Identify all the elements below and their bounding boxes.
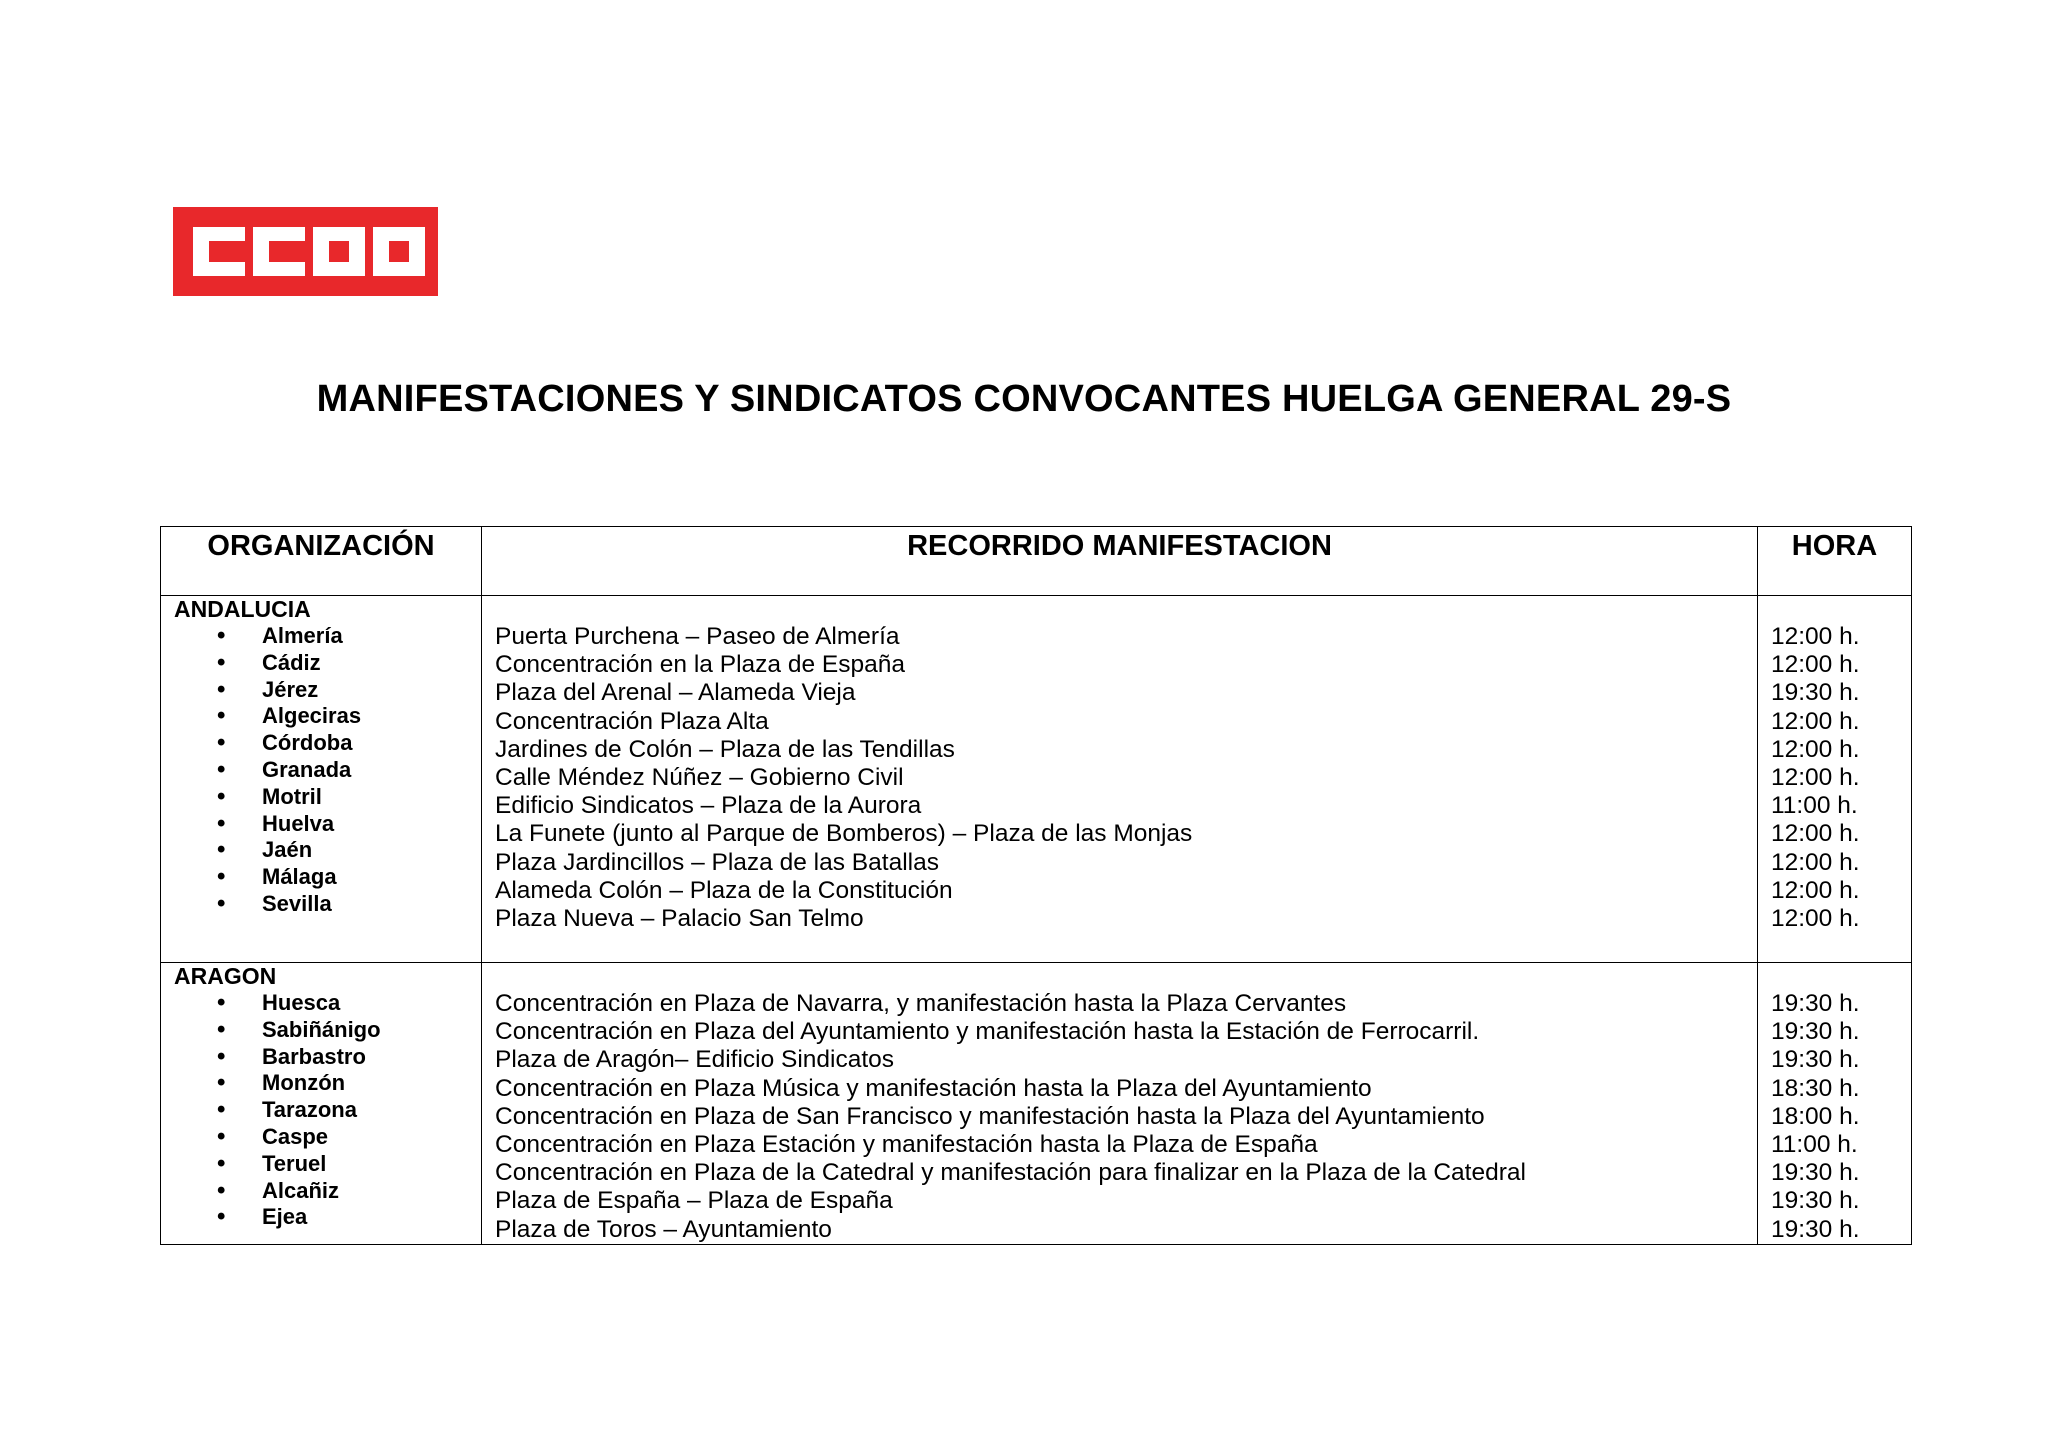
route-line: La Funete (junto al Parque de Bomberos) – Plaza de las Monjas <box>495 820 1193 848</box>
time-value: 12:00 h. <box>1771 651 1860 679</box>
time-value: 19:30 h. <box>1771 1046 1860 1074</box>
list-item: • Tarazona <box>161 1097 481 1124</box>
route-line: Concentración Plaza Alta <box>495 707 769 735</box>
time-value: 12:00 h. <box>1771 764 1860 792</box>
time-value: 12:00 h. <box>1771 876 1860 904</box>
time-value: 12:00 h. <box>1771 848 1860 876</box>
time-value: 19:30 h. <box>1771 1159 1860 1187</box>
list-item: • Caspe <box>161 1124 481 1151</box>
route-cell <box>482 963 1758 1245</box>
route-line: Concentración en Plaza Música y manifestación hasta la Plaza del Ayuntamiento <box>495 1074 1372 1102</box>
route-line: Concentración en Plaza Estación y manifestación hasta la Plaza de España <box>495 1131 1318 1159</box>
list-item: • Huelva <box>161 811 481 838</box>
region-name: ANDALUCIA <box>174 596 311 622</box>
time-value: 19:30 h. <box>1771 1215 1860 1243</box>
route-line: Puerta Purchena – Paseo de Almería <box>495 623 900 650</box>
document-title: MANIFESTACIONES Y SINDICATOS CONVOCANTES HUELGA GENERAL 29-S <box>316 378 1732 420</box>
list-item: • Jérez <box>161 677 481 704</box>
time-value: 12:00 h. <box>1771 707 1860 735</box>
list-item: • Cádiz <box>161 650 481 677</box>
route-line: Plaza de Toros – Ayuntamiento <box>495 1215 832 1243</box>
route-line: Plaza del Arenal – Alameda Vieja <box>495 679 856 707</box>
route-line: Concentración en Plaza de Navarra, y manifestación hasta la Plaza Cervantes <box>495 990 1347 1017</box>
header-hora: HORA <box>1758 527 1912 596</box>
list-item: • Barbastro <box>161 1044 481 1071</box>
route-line: Alameda Colón – Plaza de la Constitución <box>495 876 953 904</box>
header-recorrido: RECORRIDO MANIFESTACION <box>482 527 1758 596</box>
time-value: 12:00 h. <box>1771 905 1860 933</box>
table-row <box>161 963 1912 1245</box>
time-value: 19:30 h. <box>1771 990 1860 1017</box>
time-value: 12:00 h. <box>1771 820 1860 848</box>
list-item: • Alcañiz <box>161 1178 481 1205</box>
time-value: 19:30 h. <box>1771 679 1860 707</box>
route-line: Calle Méndez Núñez – Gobierno Civil <box>495 764 904 792</box>
demonstrations-table <box>160 526 1912 1245</box>
time-value: 18:00 h. <box>1771 1102 1860 1130</box>
time-cell <box>1758 963 1912 1245</box>
route-line: Concentración en Plaza del Ayuntamiento y manifestación hasta la Estación de Ferrocarril. <box>495 1018 1480 1046</box>
time-value: 12:00 h. <box>1771 623 1860 650</box>
list-item: • Granada <box>161 757 481 784</box>
list-item: • Motril <box>161 784 481 811</box>
list-item: • Córdoba <box>161 730 481 757</box>
time-cell <box>1758 596 1912 963</box>
route-line: Jardines de Colón – Plaza de las Tendillas <box>495 735 955 763</box>
list-item: • Ejea <box>161 1204 481 1231</box>
table-row <box>161 596 1912 963</box>
list-item: • Almería <box>161 623 481 650</box>
route-line: Plaza de España – Plaza de España <box>495 1187 893 1215</box>
list-item: • Sabiñánigo <box>161 1017 481 1044</box>
time-value: 11:00 h. <box>1771 1131 1858 1159</box>
organization-cell <box>161 596 482 963</box>
time-value: 18:30 h. <box>1771 1074 1860 1102</box>
route-line: Concentración en Plaza de San Francisco y manifestación hasta la Plaza del Ayuntamiento <box>495 1102 1485 1130</box>
list-item: • Sevilla <box>161 891 481 918</box>
ccoo-logo <box>173 207 438 296</box>
list-item: • Málaga <box>161 864 481 891</box>
route-line: Concentración en la Plaza de España <box>495 651 905 679</box>
list-item: • Algeciras <box>161 703 481 730</box>
organization-cell <box>161 963 482 1245</box>
route-line: Plaza Nueva – Palacio San Telmo <box>495 905 864 933</box>
route-line: Plaza Jardincillos – Plaza de las Batallas <box>495 848 939 876</box>
route-cell <box>482 596 1758 963</box>
list-item: • Monzón <box>161 1070 481 1097</box>
city-list <box>161 623 481 918</box>
route-line: Edificio Sindicatos – Plaza de la Aurora <box>495 792 922 820</box>
time-value: 12:00 h. <box>1771 735 1860 763</box>
list-item: • Teruel <box>161 1151 481 1178</box>
region-name: ARAGON <box>174 963 277 989</box>
time-value: 19:30 h. <box>1771 1018 1860 1046</box>
route-line: Concentración en Plaza de la Catedral y manifestación para finalizar en la Plaza de la Catedral <box>495 1159 1526 1187</box>
route-line: Plaza de Aragón– Edificio Sindicatos <box>495 1046 895 1074</box>
list-item: • Jaén <box>161 837 481 864</box>
table-header-row <box>161 527 1912 596</box>
header-organizacion: ORGANIZACIÓN <box>161 527 482 596</box>
list-item: • Huesca <box>161 990 481 1017</box>
city-list <box>161 990 481 1231</box>
time-value: 11:00 h. <box>1771 792 1858 820</box>
time-value: 19:30 h. <box>1771 1187 1860 1215</box>
ccoo-logo-graphic <box>173 207 438 296</box>
